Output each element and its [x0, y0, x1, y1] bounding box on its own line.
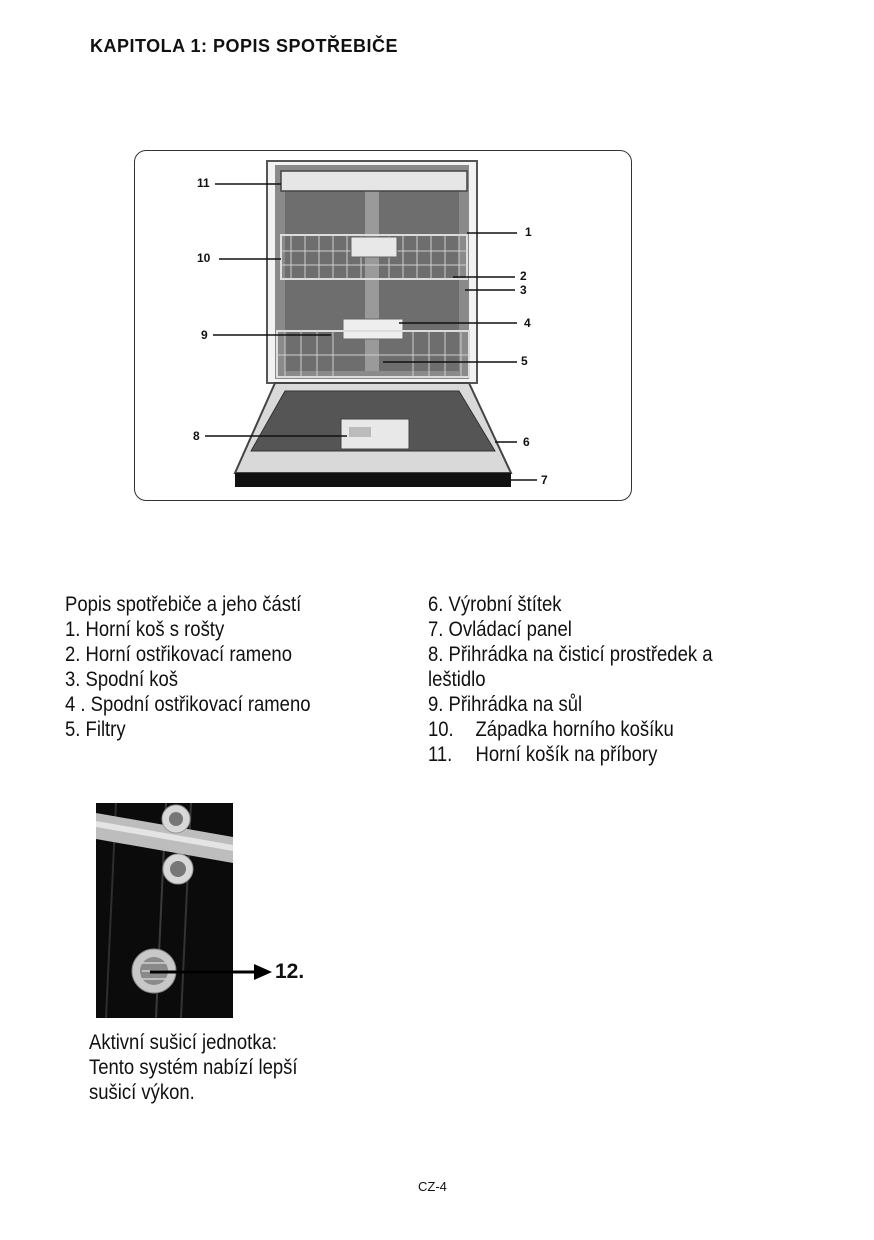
- list-item: 4 . Spodní ostřikovací rameno: [65, 693, 311, 716]
- drying-unit-illustration: [96, 803, 233, 1018]
- parts-list-left: [65, 592, 311, 742]
- page-number: CZ-4: [418, 1179, 447, 1194]
- callout-5: 5: [521, 354, 528, 368]
- callout-7: 7: [541, 473, 548, 487]
- callout-11: 11: [197, 176, 210, 190]
- callout-1: 1: [525, 225, 532, 239]
- drying-unit-caption: [89, 1030, 298, 1105]
- drying-unit-photo: [96, 803, 233, 1018]
- arrow-right-icon: [150, 960, 274, 984]
- list-item: 3. Spodní koš: [65, 668, 179, 691]
- page-title: KAPITOLA 1: POPIS SPOTŘEBIČE: [90, 36, 399, 56]
- list-item-text: Západka horního košíku: [475, 718, 674, 741]
- list-item: [428, 717, 713, 742]
- callout-10: 10: [197, 251, 211, 265]
- list-item: 1. Horní koš s rošty: [65, 618, 225, 641]
- callout-8: 8: [193, 429, 200, 443]
- caption-line: Tento systém nabízí lepší: [89, 1056, 298, 1079]
- list-item: 7. Ovládací panel: [428, 618, 572, 641]
- callout-6: 6: [523, 435, 530, 449]
- dishwasher-illustration: [135, 151, 631, 500]
- caption-line: Aktivní sušicí jednotka:: [89, 1031, 277, 1054]
- callout-4: 4: [524, 316, 531, 330]
- callout-3: 3: [520, 283, 527, 297]
- list-item-number: 10.: [428, 718, 454, 741]
- list-item-text: Horní košík na příbory: [475, 743, 658, 766]
- list-item: 9. Přihrádka na sůl: [428, 693, 583, 716]
- list-item: 8. Přihrádka na čisticí prostředek a: [428, 643, 713, 666]
- list-item: 6. Výrobní štítek: [428, 593, 562, 616]
- parts-list-title: Popis spotřebiče a jeho částí: [65, 593, 302, 616]
- callout-2: 2: [520, 269, 527, 283]
- drying-unit-label: 12.: [275, 960, 305, 983]
- list-item: [428, 742, 713, 767]
- list-item-number: 11.: [428, 743, 453, 766]
- caption-line: sušicí výkon.: [89, 1081, 195, 1104]
- list-item: 2. Horní ostřikovací rameno: [65, 643, 292, 666]
- callout-9: 9: [201, 328, 208, 342]
- dishwasher-diagram: [134, 150, 632, 501]
- list-item: 5. Filtry: [65, 718, 126, 741]
- parts-list-right: [428, 592, 713, 767]
- list-item: leštidlo: [428, 668, 486, 691]
